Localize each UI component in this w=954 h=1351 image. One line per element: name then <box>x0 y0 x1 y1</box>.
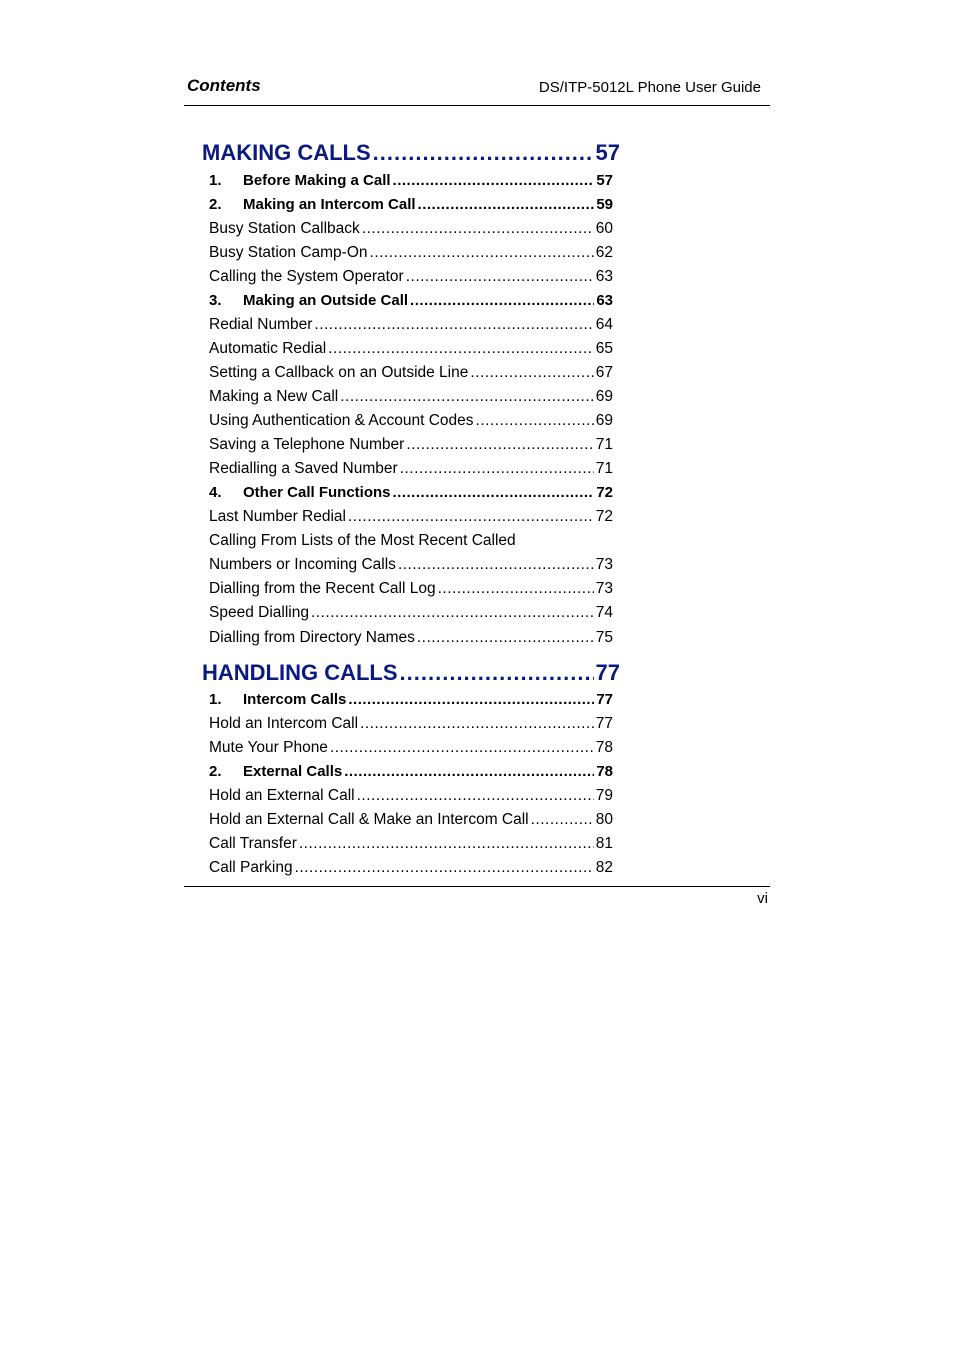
dot-leader <box>328 340 594 358</box>
toc-section-title: Intercom Calls <box>243 691 347 708</box>
toc-entry-title: Setting a Callback on an Outside Line <box>209 364 469 381</box>
toc-entry[interactable] <box>209 436 613 460</box>
toc-page-number: 75 <box>595 629 613 646</box>
toc-entry-title: Redial Number <box>209 316 313 333</box>
dot-leader <box>360 715 594 733</box>
toc-page-number: 72 <box>595 508 613 525</box>
toc-entry-title: Dialling from Directory Names <box>209 629 415 646</box>
dot-leader <box>531 811 594 829</box>
footer-rule <box>184 886 770 887</box>
toc-entry-title: HANDLING CALLS <box>202 660 398 685</box>
toc-page-number: 60 <box>595 220 613 237</box>
dot-leader <box>406 436 593 454</box>
toc-entry-title: Calling the System Operator <box>209 268 404 285</box>
toc-entry[interactable] <box>209 316 613 340</box>
toc-entry[interactable] <box>209 715 613 739</box>
toc-entry[interactable] <box>209 220 613 244</box>
toc-page-number: 72 <box>596 484 613 501</box>
dot-leader <box>362 220 594 238</box>
dot-leader <box>400 460 594 478</box>
dot-leader <box>330 739 594 757</box>
toc-page-number: 77 <box>595 660 620 685</box>
toc-section-title: Before Making a Call <box>243 172 391 189</box>
toc-entry-title <box>209 484 391 501</box>
dot-leader <box>400 660 594 686</box>
toc-section-number: 2. <box>209 763 222 780</box>
toc-page-number: 63 <box>595 268 613 285</box>
toc-page-number: 62 <box>595 244 613 261</box>
dot-leader <box>476 412 594 430</box>
toc-chapter[interactable] <box>202 660 620 690</box>
toc-page-number: 57 <box>596 172 613 189</box>
dot-leader <box>348 691 594 708</box>
dot-leader <box>417 629 594 647</box>
toc-section[interactable] <box>209 172 613 196</box>
toc-section-number: 4. <box>209 484 222 501</box>
toc-page-number: 78 <box>596 763 613 780</box>
toc-entry-title <box>209 196 416 213</box>
toc-entry[interactable] <box>209 811 613 835</box>
toc-page-number: 65 <box>595 340 613 357</box>
toc-section-title: External Calls <box>243 763 343 780</box>
dot-leader <box>357 787 594 805</box>
toc-section[interactable] <box>209 196 613 220</box>
toc-entry-title: Calling From Lists of the Most Recent Called <box>209 532 516 549</box>
toc-page-number: 81 <box>595 835 613 852</box>
dot-leader <box>344 763 594 780</box>
dot-leader <box>295 859 594 877</box>
toc-page-number: 59 <box>596 196 613 213</box>
toc-entry[interactable] <box>209 604 613 628</box>
dot-leader <box>418 196 595 213</box>
toc-entry[interactable] <box>209 364 613 388</box>
toc-entry-title: Hold an Intercom Call <box>209 715 359 732</box>
toc-section-number: 2. <box>209 196 222 213</box>
toc-entry[interactable] <box>209 629 613 653</box>
toc-entry[interactable] <box>209 835 613 859</box>
toc-entry[interactable] <box>209 460 613 484</box>
dot-leader <box>299 835 594 853</box>
dot-leader <box>398 556 594 574</box>
toc-entry-title: Last Number Redial <box>209 508 346 525</box>
toc-page-number: 74 <box>595 604 613 621</box>
toc-page-number: 57 <box>595 140 620 165</box>
toc-entry-title: Saving a Telephone Number <box>209 436 405 453</box>
toc-chapter[interactable] <box>202 140 620 170</box>
toc-section[interactable] <box>209 691 613 715</box>
toc-page-number: 63 <box>596 292 613 309</box>
dot-leader <box>348 508 594 526</box>
toc-entry-title: Making a New Call <box>209 388 339 405</box>
toc-page-number: 67 <box>595 364 613 381</box>
toc-entry-title: Automatic Redial <box>209 340 327 357</box>
toc-page-number: 71 <box>595 436 613 453</box>
toc-section[interactable] <box>209 292 613 316</box>
toc-entry-title <box>209 691 346 708</box>
toc-entry-title <box>209 292 408 309</box>
toc-entry-title: Speed Dialling <box>209 604 309 621</box>
toc-entry-title: Numbers or Incoming Calls <box>209 556 396 573</box>
dot-leader <box>410 292 594 309</box>
toc-entry[interactable] <box>209 268 613 292</box>
toc-section[interactable] <box>209 484 613 508</box>
toc-entry-title: Busy Station Camp-On <box>209 244 368 261</box>
toc-entry-title: Using Authentication & Account Codes <box>209 412 474 429</box>
dot-leader <box>393 484 595 501</box>
toc-entry[interactable] <box>209 388 613 412</box>
toc-page-number: 69 <box>595 388 613 405</box>
toc-page-number: 69 <box>595 412 613 429</box>
toc-page-number: 73 <box>595 580 613 597</box>
dot-leader <box>311 604 594 622</box>
toc-entry[interactable] <box>209 739 613 763</box>
dot-leader <box>373 140 594 166</box>
toc-entry[interactable] <box>209 556 613 580</box>
toc-section-number: 1. <box>209 172 222 189</box>
toc-page-number: 80 <box>595 811 613 828</box>
toc-entry[interactable] <box>209 412 613 436</box>
page-number: vi <box>757 890 768 907</box>
toc-section-number: 3. <box>209 292 222 309</box>
toc-entry[interactable] <box>209 580 613 604</box>
dot-leader <box>340 388 594 406</box>
toc-entry[interactable] <box>209 244 613 268</box>
dot-leader <box>470 364 593 382</box>
header-rule <box>184 105 770 106</box>
toc-entry-title: Redialling a Saved Number <box>209 460 398 477</box>
toc-page-number: 73 <box>595 556 613 573</box>
toc-section-title: Other Call Functions <box>243 484 391 501</box>
toc-section-title: Making an Intercom Call <box>243 196 416 213</box>
toc-page-number: 78 <box>595 739 613 756</box>
toc-section-number: 1. <box>209 691 222 708</box>
toc-entry-title: Busy Station Callback <box>209 220 360 237</box>
toc-page-number: 71 <box>595 460 613 477</box>
toc-entry-title: Hold an External Call & Make an Intercom Call <box>209 811 529 828</box>
dot-leader <box>406 268 594 286</box>
dot-leader <box>393 172 595 189</box>
toc-page-number: 64 <box>595 316 613 333</box>
toc-section[interactable] <box>209 763 613 787</box>
toc-page-number: 82 <box>595 859 613 876</box>
toc-entry-title: MAKING CALLS <box>202 140 371 165</box>
toc-entry[interactable] <box>209 508 613 532</box>
toc-page-number: 77 <box>596 691 613 708</box>
toc-entry[interactable] <box>209 859 613 883</box>
toc-entry-title: Dialling from the Recent Call Log <box>209 580 436 597</box>
toc-page-number: 77 <box>595 715 613 732</box>
toc-entry[interactable] <box>209 787 613 811</box>
toc-entry-title <box>209 763 342 780</box>
toc-page-number: 79 <box>595 787 613 804</box>
running-header-doc-title: DS/ITP-5012L Phone User Guide <box>538 79 761 96</box>
dot-leader <box>314 316 593 334</box>
toc-section-title: Making an Outside Call <box>243 292 409 309</box>
toc-entry[interactable] <box>209 340 613 364</box>
toc-entry-title: Call Parking <box>209 859 293 876</box>
toc-entry-title: Mute Your Phone <box>209 739 328 756</box>
toc-entry-title: Hold an External Call <box>209 787 355 804</box>
toc-entry-title: Call Transfer <box>209 835 297 852</box>
running-header-title: Contents <box>187 76 261 95</box>
toc-entry[interactable] <box>209 532 613 556</box>
dot-leader <box>438 580 594 598</box>
toc-entry-title <box>209 172 391 189</box>
dot-leader <box>370 244 594 262</box>
